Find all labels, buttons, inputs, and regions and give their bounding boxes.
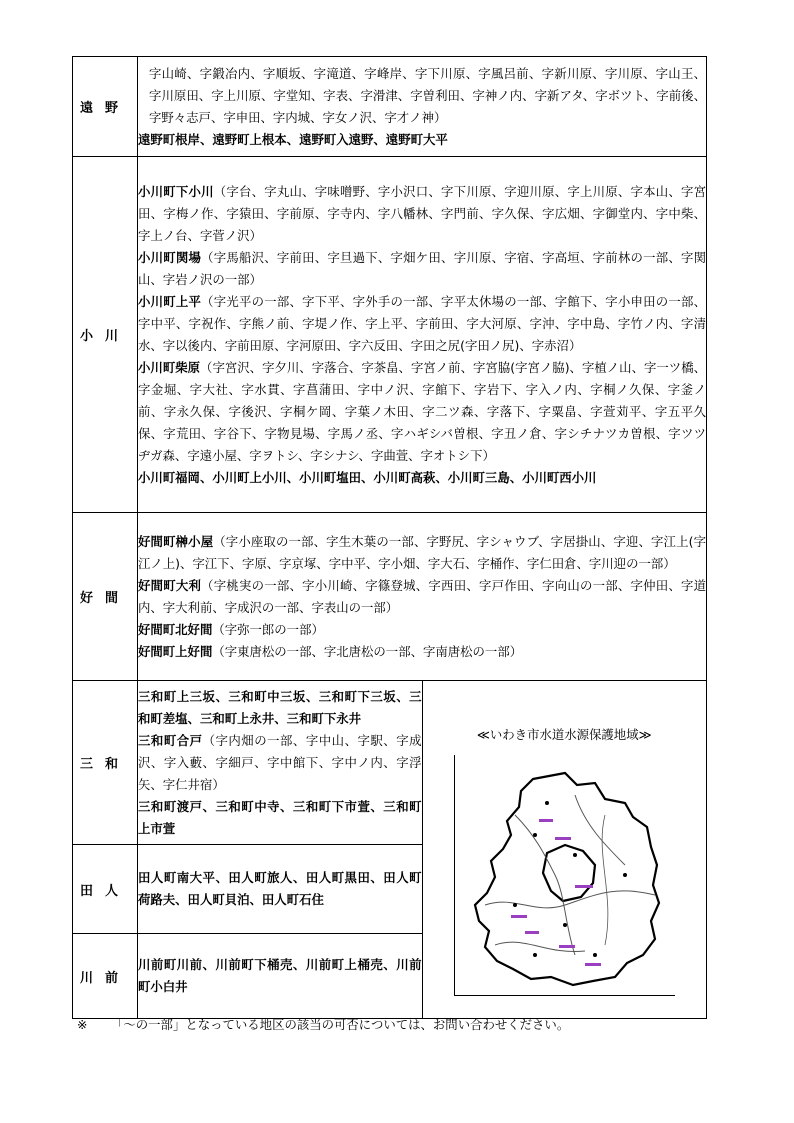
protection-area-map [454,755,675,996]
district-name: 小川町柴原 [138,359,201,375]
area-districts [138,681,423,845]
district-names: 田人町南大平、田人町旅人、田人町黒田、田人町荷路夫、田人町貝泊、田人町石住 [138,870,422,907]
district-name: 小川町関場 [138,249,202,265]
map-label-mark [585,963,601,966]
district-name: 小川町上平 [138,293,202,309]
district-name: 好間町大利 [138,577,202,593]
area-districts [138,513,707,681]
district-names: 三和町上三坂、三和町中三坂、三和町下三坂、三和町差塩、三和町上永井、三和町下永井 [138,688,422,726]
map-panel [422,681,707,1019]
district-list: （字宮沢、字夕川、字落合、字茶畠、字宮ノ前、字宮脇(字宮ノ脇)、字植ノ山、字一ツ橋、字金堀、字大社、字水貫、字菖蒲田、字中ノ沢、字館下、字岩下、字入ノ内、字桐ノ久保、字釜ノ前、字永久保、字後沢、字桐ケ岡、字葉ノ木田、字二ツ森、字落下、字粟畠、字萱苅平、字五平久保、字荒田、字谷下、字物見場、字馬ノ丞、字ハギシバ曽根、字丑ノ倉、字シチナツカ曽根、字ツツヂガ森、字遠小屋、字ヲトシ、字シナシ、字曲萱、字オトシ下） [138,359,707,463]
table-row [73,513,707,681]
table-row [73,57,707,157]
note-text: 「～の一部」となっている地区の該当の可否については、お問い合わせください。 [111,1017,570,1032]
area-name: 遠野 [73,57,138,157]
map-label-mark [559,945,575,948]
area-name: 好間 [73,513,138,681]
district-list: （字東唐松の一部、字北唐松の一部、字南唐松の一部） [212,643,523,659]
facility-marker [533,833,537,837]
map-label-mark [575,885,593,888]
facility-marker [533,953,537,957]
district-list: 字山崎、字鍛冶内、字順坂、字滝道、字峰岸、字下川原、字風呂前、字新川原、字川原、字山王、字川原田、字上川原、字堂知、字表、字滑津、字曽利田、字神ノ内、字新アタ、字ボツト、字前後、字野々志戸、字申田、字内城、字女ノ沢、字才ノ神） [149,65,706,125]
facility-marker [513,903,517,907]
area-districts [138,934,423,1019]
area-name: 三和 [73,681,138,845]
district-name: 好間町榊小屋 [138,533,214,549]
district-names: 川前町川前、川前町下桶売、川前町上桶売、川前町小白井 [138,957,422,994]
district-list: （字台、字丸山、字味噌野、字小沢口、字下川原、字迎川原、字上川原、字本山、字宮田、字梅ノ作、字猿田、字前原、字寺内、字八幡林、字門前、字久保、字広畑、字御堂内、字中柴、字上ノ台、字菅ノ沢） [138,183,707,243]
district-name: 小川町下小川 [138,183,214,199]
map-label-mark [539,819,553,822]
facility-marker [623,873,627,877]
area-districts [138,57,707,157]
district-name: 好間町上好間 [138,643,213,659]
facility-marker [593,953,597,957]
area-name: 田人 [73,845,138,934]
district-list: （字光平の一部、字下平、字外手の一部、字平太休場の一部、字館下、字小申田の一部、字中平、字祝作、字熊ノ前、字堤ノ作、字上平、字前田、字大河原、字沖、字中島、字竹ノ内、字清水、字以後内、字前田原、字河原田、字六反田、字田之尻(字田ノ尻)、字赤沼） [138,293,707,353]
area-districts [138,157,707,513]
district-name: 三和町合戸 [138,732,203,748]
area-name: 川前 [73,934,138,1019]
facility-marker [573,853,577,857]
facility-marker [545,801,549,805]
district-list: （字馬船沢、字前田、字旦過下、字畑ケ田、字川原、字宿、字高垣、字前林の一部、字関山、字岩ノ沢の一部） [138,249,707,287]
table-row [73,681,707,845]
district-names: 小川町福岡、小川町上小川、小川町塩田、小川町高萩、小川町三島、小川町西小川 [138,469,597,485]
water-source-area-table [72,56,707,1019]
district-list: （字内畑の一部、字中山、字駅、字成沢、字入藪、字細戸、字中館下、字中ノ内、字浮矢、字仁井宿） [138,732,422,792]
district-list: （字小座取の一部、字生木葉の一部、字野尻、字シャウブ、字居掛山、字迎、字江上(字江ノ上)、字江下、字原、字京塚、字中平、字小畑、字大石、字桶作、字仁田倉、字川迎の一部） [138,533,707,571]
district-names: 遠野町根岸、遠野町上根本、遠野町入遠野、遠野町大平 [138,131,448,147]
city-boundary [475,773,659,985]
area-name: 小川 [73,157,138,513]
note-mark: ※ [77,1017,88,1032]
map-label-mark [555,837,571,840]
footnote [77,1015,569,1033]
map-label-mark [511,915,527,918]
map-label-mark [525,931,539,934]
facility-marker [563,923,567,927]
table-row [73,157,707,513]
map-illustration [455,755,675,995]
district-list: （字桃実の一部、字小川崎、字篠登城、字西田、字戸作田、字向山の一部、字仲田、字道内、字大利前、字成沢の一部、字表山の一部） [138,577,707,615]
area-districts [138,845,423,934]
district-names: 三和町渡戸、三和町中寺、三和町下市萱、三和町上市萱 [138,798,422,836]
district-list: （字弥一郎の一部） [212,621,324,637]
map-title: ≪いわき市水道水源保護地域≫ [476,727,652,742]
district-name: 好間町北好間 [138,621,213,637]
